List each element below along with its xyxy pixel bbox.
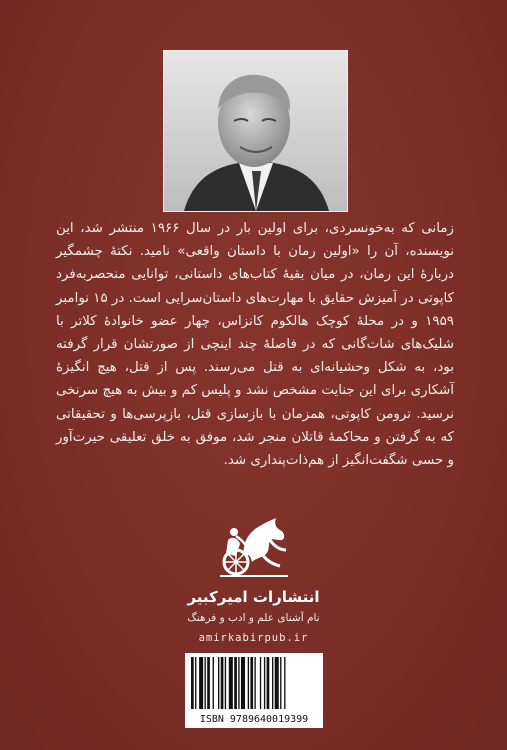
publisher-name: انتشارات امیرکبیر [187,588,320,606]
blurb-line: داستان‌سرایی است. در ۱۵ نوامبر ۱۹۵۹ و در محلهٔ کوچک هالکوم [56,290,454,329]
barcode-bar [213,657,214,709]
blurb-line: زمانی که به‌خونسردی، برای اولین بار در سال ۱۹۶۶ منتشر شد، [80,221,454,236]
blurb-line: این جنایت مشخص نشد و پلیس کم و بیش به هیچ سرنخی [56,383,377,399]
barcode-bar [264,657,265,709]
blurb-line: کانزاس، چهار عضو خانوادهٔ کلاتر با شلیک‌های شات‌گانی [56,313,454,353]
blurb-text [56,217,454,472]
blurb-line: تعلیقی حیرت‌آور و حسی شگفت‌انگیز از هم‌ذات‌پنداری شد. [56,429,454,469]
barcode-bar [272,657,273,709]
isbn-number: ISBN 9789640019399 [199,714,309,725]
barcode-bar [284,657,285,709]
barcode-bar [218,657,219,709]
blurb-line: وحشیانه‌ای به قتل می‌رسند. پس از قتل، هیچ انگیزهٔ آشکاری برای [56,360,455,399]
barcode-bar [191,657,194,709]
barcode-bar [280,657,281,709]
barcode-bar [199,657,203,709]
publisher-website: amirkabirpub.ir [198,632,309,644]
blurb-line: چشمگیر دربارهٔ این رمان، در میان بقیهٔ کتاب‌های داستانی، [56,244,455,283]
barcode-bar [248,657,249,709]
blurb-line: تحقیقاتی که به گرفتن و محاکمهٔ قاتلان منجر شد، موفق به خلق [56,406,455,445]
blurb-line: توانایی منحصربه‌فرد کاپوتی در آمیزش حقایق با مهارت‌های [56,267,454,306]
barcode-bar [229,657,233,709]
barcode-bar [275,657,279,709]
blurb-line: نرسید. ترومن کاپوتی، همزمان با بازسازی قتل، بازپرسی‌ها و [110,406,455,422]
author-portrait [164,51,347,211]
barcode-bar [205,657,206,709]
barcode-bar [260,657,261,709]
barcode-bar [250,657,253,709]
barcode-bar [241,657,245,709]
barcode-bar [234,657,237,709]
barcode-bar [221,657,224,709]
barcode-bar [207,657,210,709]
publisher-tagline: نام آشنای علم و ادب و فرهنگ [187,612,320,624]
barcode-icon [191,657,317,709]
barcode-bar [254,657,255,709]
blurb-line: این نویسنده، آن را «اولین رمان با داستان واقعی» نامید. نکتهٔ [56,221,454,260]
barcode-bar [195,657,196,709]
barcode-bar [267,657,270,709]
author-photo [163,50,348,212]
barcode-bar [225,657,226,709]
barcode-bar [238,657,239,709]
barcode-box [185,653,323,728]
chariot-horse-logo-icon [214,510,294,582]
blurb-line: که در فاصلهٔ چند اینچی از صورتشان قرار گرفته بود، به شکل [56,337,454,376]
